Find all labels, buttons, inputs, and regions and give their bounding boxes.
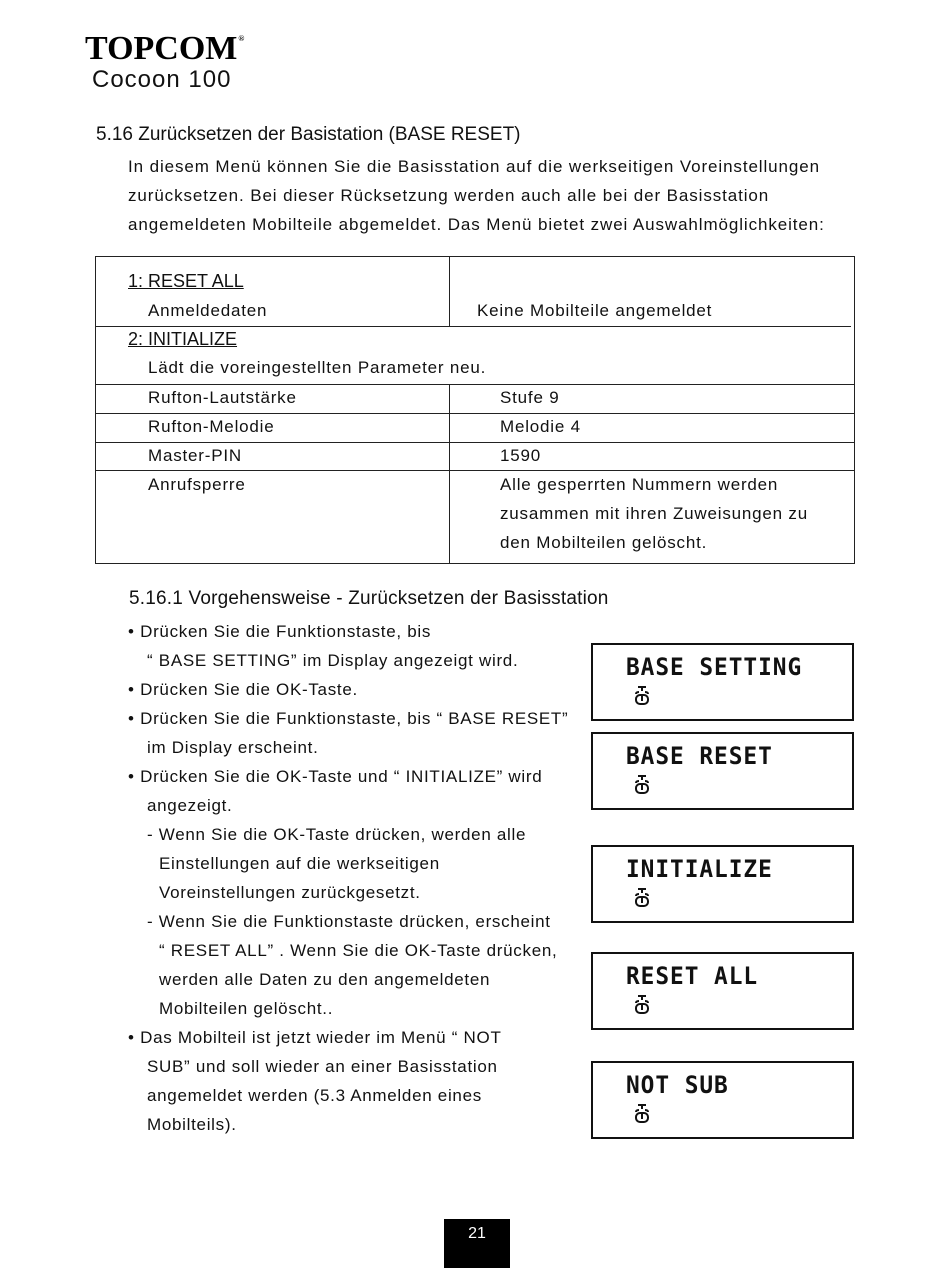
table-row-param: Rufton-Melodie [148, 417, 275, 436]
lcd-text: INITIALIZE [626, 855, 773, 883]
lcd-display-initialize [591, 845, 854, 923]
step-text: - Wenn Sie die Funktionstaste drücken, erscheint [147, 912, 551, 931]
initialize-heading: 2: INITIALIZE [128, 329, 238, 349]
table-row-param: Master-PIN [148, 446, 242, 465]
table-divider [449, 257, 450, 326]
step-text: werden alle Daten zu den angemeldeten [159, 970, 491, 989]
section-intro [128, 152, 868, 239]
brand-name: TOPCOM [85, 30, 238, 67]
step-text: angemeldet werden (5.3 Anmelden eines [147, 1086, 482, 1105]
handset-icon [632, 994, 652, 1016]
procedure-steps [128, 617, 578, 1139]
step-text: Mobilteils). [147, 1115, 237, 1134]
handset-icon [632, 774, 652, 796]
bullet: • [128, 1028, 135, 1047]
reset-all-heading: 1: RESET ALL [128, 271, 244, 291]
step-text: Drücken Sie die OK-Taste und “ INITIALIZE” wird [140, 767, 543, 786]
step-text: angezeigt. [147, 796, 233, 815]
step-text: Das Mobilteil ist jetzt wieder im Menü “ NOT [140, 1028, 502, 1047]
bullet: • [128, 709, 135, 728]
lcd-text: RESET ALL [626, 962, 759, 990]
table-row-value: 1590 [500, 446, 542, 465]
step-text: SUB” und soll wieder an einer Basisstation [147, 1057, 498, 1076]
table-divider [96, 470, 854, 471]
lcd-display-base-reset [591, 732, 854, 810]
lcd-text: BASE SETTING [626, 653, 803, 681]
step-text: Drücken Sie die OK-Taste. [140, 680, 358, 699]
lcd-display-not-sub [591, 1061, 854, 1139]
lcd-text: BASE RESET [626, 742, 773, 770]
step-text: “ BASE SETTING” im Display angezeigt wird. [147, 651, 519, 670]
step-text: Einstellungen auf die werkseitigen [159, 854, 440, 873]
step-text: - Wenn Sie die OK-Taste drücken, werden alle [147, 825, 527, 844]
table-row-value: Stufe 9 [500, 388, 560, 407]
reset-options-table [95, 256, 855, 564]
intro-line: zurücksetzen. Bei dieser Rücksetzung werden auch alle bei der Basisstation [128, 186, 770, 205]
section-title: 5.16 Zurücksetzen der Basistation (BASE RESET) [96, 124, 521, 145]
handset-icon [632, 887, 652, 909]
table-divider [96, 384, 854, 385]
table-row-value: zusammen mit ihren Zuweisungen zu [500, 504, 808, 523]
step-text: Voreinstellungen zurückgesetzt. [159, 883, 421, 902]
lcd-display-reset-all [591, 952, 854, 1030]
table-divider [96, 442, 854, 443]
registered-mark: ® [238, 34, 245, 43]
handset-icon [632, 685, 652, 707]
initialize-description: Lädt die voreingestellten Parameter neu. [148, 358, 487, 377]
table-divider [449, 384, 450, 564]
lcd-text: NOT SUB [626, 1071, 729, 1099]
step-text: “ RESET ALL” . Wenn Sie die OK-Taste drücken, [159, 941, 558, 960]
model-name: Cocoon 100 [92, 66, 232, 93]
table-row-value: den Mobilteilen gelöscht. [500, 533, 708, 552]
intro-line: angemeldeten Mobilteile abgemeldet. Das Menü bietet zwei Auswahlmöglichkeiten: [128, 215, 825, 234]
table-row-value: Melodie 4 [500, 417, 581, 436]
bullet: • [128, 680, 135, 699]
page-number: 21 [444, 1219, 510, 1268]
brand-logo [85, 30, 244, 68]
table-divider [96, 413, 854, 414]
step-text: im Display erscheint. [147, 738, 319, 757]
bullet: • [128, 622, 135, 641]
step-text: Drücken Sie die Funktionstaste, bis “ BASE RESET” [140, 709, 569, 728]
handset-icon [632, 1103, 652, 1125]
step-text: Mobilteilen gelöscht.. [159, 999, 334, 1018]
table-row-value: Alle gesperrten Nummern werden [500, 475, 779, 494]
reset-all-label: Anmeldedaten [148, 301, 268, 320]
bullet: • [128, 767, 135, 786]
table-row-param: Anrufsperre [148, 475, 246, 494]
table-row-param: Rufton-Lautstärke [148, 388, 297, 407]
lcd-display-base-setting [591, 643, 854, 721]
intro-line: In diesem Menü können Sie die Basisstation auf die werkseitigen Voreinstellungen [128, 157, 820, 176]
table-divider [96, 326, 851, 327]
step-text: Drücken Sie die Funktionstaste, bis [140, 622, 432, 641]
procedure-title: 5.16.1 Vorgehensweise - Zurücksetzen der Basisstation [129, 588, 609, 609]
reset-all-value: Keine Mobilteile angemeldet [477, 301, 713, 320]
